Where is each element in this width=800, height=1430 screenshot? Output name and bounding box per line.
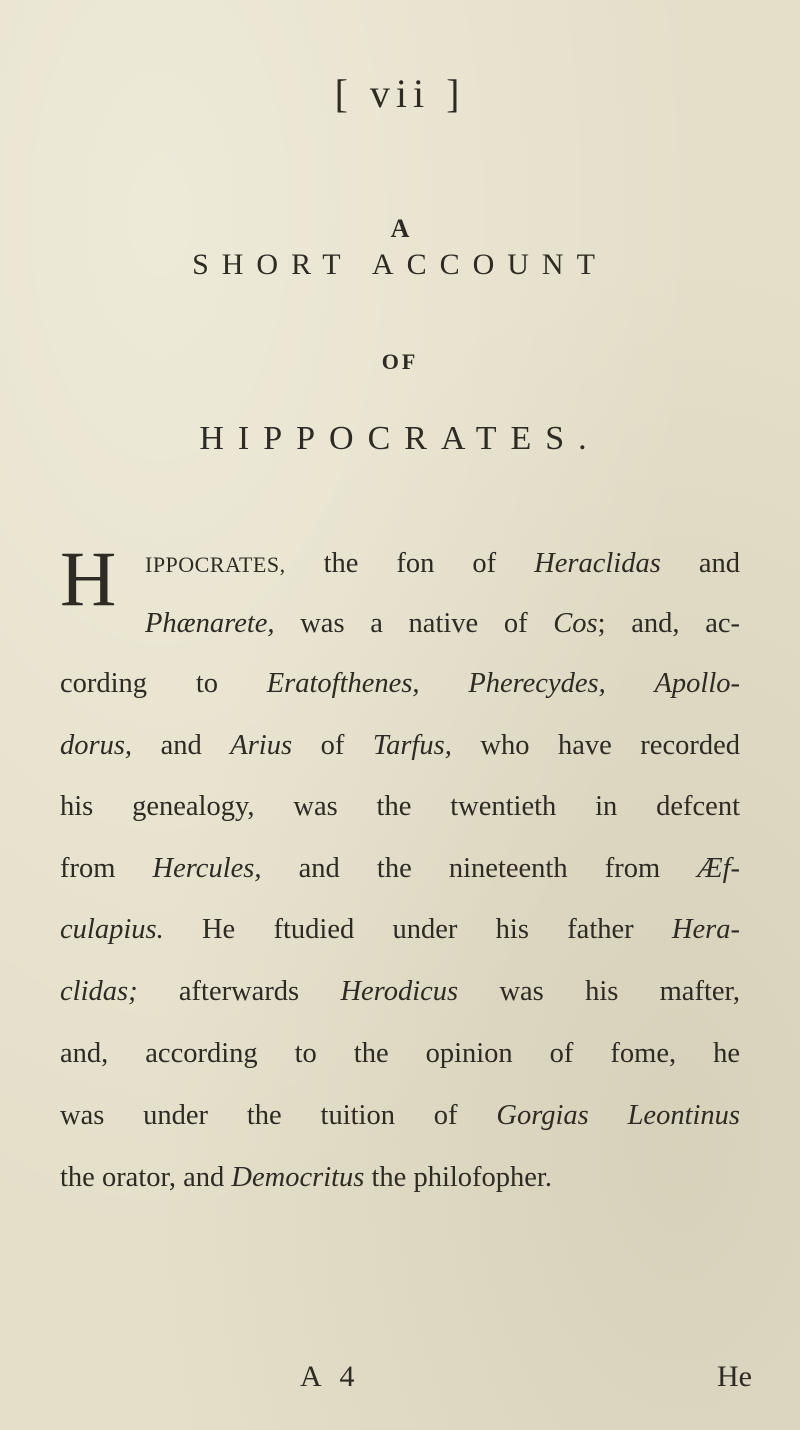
title-of: OF — [381, 349, 419, 374]
text-line: his genealogy, was the twentieth in defcent — [60, 791, 740, 822]
drop-cap: H — [60, 535, 117, 622]
page-number: [ vii ] — [334, 71, 466, 116]
text-line: the orator, and Democritus the philofopher. — [60, 1162, 552, 1193]
text-line: from Hercules, and the nineteenth from Æf- — [60, 853, 740, 884]
text-line: dorus, and Arius of Tarfus, who have recorded — [60, 730, 740, 761]
text-line: and, according to the opinion of fome, he — [60, 1038, 740, 1069]
title-main: SHORT ACCOUNT — [192, 248, 608, 281]
text-line: was under the tuition of Gorgias Leontinus — [60, 1100, 741, 1131]
text-line: IPPOCRATES, the fon of Heraclidas and — [145, 548, 740, 579]
text-line: Phænarete, was a native of Cos; and, ac- — [145, 608, 740, 639]
signature-mark: A 4 — [300, 1360, 361, 1393]
title-name: HIPPOCRATES. — [199, 420, 601, 457]
text-line: cording to Eratofthenes, Pherecydes, Apollo- — [60, 668, 740, 699]
text-line: culapius. He ftudied under his father Hera- — [60, 914, 740, 945]
title-article: A — [390, 214, 410, 243]
text-line: clidas; afterwards Herodicus was his mafter, — [60, 976, 740, 1007]
catchword: He — [717, 1360, 752, 1393]
